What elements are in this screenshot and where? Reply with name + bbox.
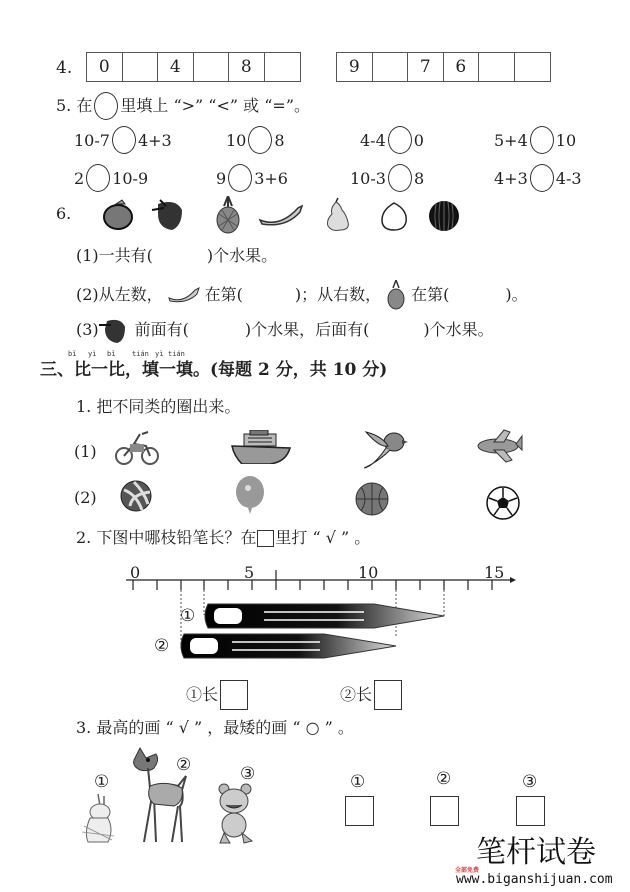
q6-p3-mid1: 前面有( <box>134 320 189 339</box>
answer-circle[interactable] <box>530 126 554 154</box>
answer-checkbox-1[interactable] <box>220 680 248 710</box>
pinyin-yi: yì <box>155 350 164 358</box>
q6-part2 <box>76 280 528 310</box>
answer-circle[interactable] <box>388 126 412 154</box>
grid-cell[interactable] <box>479 53 515 81</box>
checkbox-icon <box>257 530 274 547</box>
grid-cell[interactable]: 4 <box>158 53 194 81</box>
animal-3-num: ③ <box>240 764 256 784</box>
box-1-num: ① <box>350 772 366 792</box>
soccer-ball-icon[interactable] <box>486 486 520 520</box>
right-expr: 4+3 <box>137 130 172 150</box>
bird-icon[interactable] <box>364 426 410 470</box>
strawberry-icon <box>150 196 186 232</box>
q4-label: 4. <box>56 58 73 78</box>
ruler-label-10: 10 <box>358 563 379 582</box>
q6-p3-pre: (3) <box>76 320 99 339</box>
peach-icon <box>378 200 410 232</box>
s3q3-prompt: 3. 最高的画 “ √ ” ，最矮的画 “ ○ ” 。 <box>76 718 354 737</box>
q6-p2-mid3: 在第( <box>411 285 450 304</box>
answer-box-1[interactable] <box>345 796 374 826</box>
ship-icon[interactable] <box>230 430 292 464</box>
pineapple-icon <box>214 196 242 234</box>
balloon-icon[interactable] <box>234 476 266 516</box>
box-3-num: ③ <box>522 772 538 792</box>
volleyball-icon[interactable] <box>120 480 152 512</box>
q6-part3 <box>76 315 494 345</box>
left-expr: 10 <box>226 130 247 150</box>
answer-circle[interactable] <box>228 164 252 192</box>
grid-cell[interactable] <box>265 53 301 81</box>
circle-icon <box>94 92 118 120</box>
answer-circle[interactable] <box>388 164 412 192</box>
q6-part1 <box>76 246 277 266</box>
animal-1-num: ① <box>94 772 110 792</box>
q6-p1-post: )个水果。 <box>206 246 278 265</box>
q6-p1-pre: (1)一共有( <box>76 246 153 265</box>
compare-item <box>494 164 582 192</box>
watermark-title: 笔杆试卷 <box>476 835 596 870</box>
animal-2-num: ② <box>176 755 192 775</box>
right-expr: 0 <box>413 130 424 150</box>
grid-cell[interactable] <box>194 53 230 81</box>
motorcycle-icon[interactable] <box>114 430 160 466</box>
pinyin-tian: tián <box>168 350 185 358</box>
s3q2-prompt-pre: 2. 下图中哪枝铅笔长？在 <box>76 528 257 547</box>
bear-icon <box>212 783 258 845</box>
compare-item <box>350 164 424 192</box>
answer-box-2[interactable] <box>430 796 459 826</box>
watermark-url[interactable]: www.biganshijuan.com <box>456 872 613 887</box>
left-expr: 10-3 <box>350 168 386 188</box>
compare-item <box>74 126 172 154</box>
q6-p3-mid2: )个水果，后面有( <box>244 320 370 339</box>
answer-checkbox-2[interactable] <box>374 680 402 710</box>
compare-item <box>226 126 285 154</box>
right-expr: 8 <box>274 130 285 150</box>
q6-label: 6. <box>56 204 72 223</box>
row1-label: (1) <box>74 442 97 461</box>
answer-circle[interactable] <box>248 126 272 154</box>
left-expr: 10-7 <box>74 130 110 150</box>
deer-icon <box>130 746 194 846</box>
pineapple-icon <box>385 280 407 310</box>
compare-item <box>74 164 148 192</box>
grid-cell[interactable]: 8 <box>229 53 265 81</box>
q5-prompt-post: 里填上 “>” “<” 或 “=”。 <box>120 96 311 115</box>
left-expr: 2 <box>74 168 85 188</box>
q5-prompt <box>56 92 310 120</box>
q5-prompt-pre: 5. 在 <box>56 96 93 115</box>
ruler-label-5: 5 <box>244 563 255 582</box>
answer-1-label: ①长 <box>186 685 219 704</box>
pencil-2-label: ② <box>154 636 170 656</box>
grid-cell[interactable] <box>123 53 159 81</box>
left-expr: 9 <box>216 168 227 188</box>
row2-label: (2) <box>74 488 97 507</box>
right-expr: 10 <box>555 130 577 150</box>
right-expr: 8 <box>413 168 425 188</box>
grid-cell[interactable]: 9 <box>337 53 373 81</box>
banana-icon <box>167 286 201 304</box>
ruler-label-0: 0 <box>130 563 141 582</box>
pinyin-yi: yì <box>88 350 97 358</box>
pinyin-bi: bǐ <box>68 350 77 358</box>
pear-icon <box>324 196 352 232</box>
s3q2-prompt <box>76 528 370 548</box>
answer-pencil-1 <box>186 680 248 710</box>
grid-cell[interactable] <box>515 53 551 81</box>
left-expr: 4+3 <box>494 168 528 188</box>
q6-p2-mid2: )；从右数， <box>294 285 382 304</box>
grid-cell[interactable] <box>373 53 409 81</box>
banana-icon <box>258 202 304 226</box>
q6-p2-pre: (2)从左数， <box>76 285 163 304</box>
right-expr: 3+6 <box>254 168 288 188</box>
q4-number-grid-1 <box>86 52 301 82</box>
watermelon-icon <box>428 200 460 232</box>
answer-pencil-2 <box>340 680 402 710</box>
pencil-1-label: ① <box>180 606 196 626</box>
answer-circle[interactable] <box>530 164 554 192</box>
grid-cell[interactable]: 6 <box>444 53 480 81</box>
q6-p3-post: )个水果。 <box>423 320 494 339</box>
basketball-icon[interactable] <box>355 482 389 516</box>
grid-cell[interactable]: 7 <box>408 53 444 81</box>
q6-p2-post: )。 <box>505 285 528 304</box>
watermark-tag: 全部免费 <box>455 867 480 874</box>
q4-number-grid-2 <box>336 52 551 82</box>
section-3-title: 三、比一比，填一填。(每题 2 分，共 10 分) <box>40 360 388 380</box>
pinyin-tian: tián <box>132 350 149 358</box>
strawberry-icon <box>99 315 129 345</box>
compare-item <box>494 126 576 154</box>
compare-item <box>216 164 288 192</box>
airplane-icon[interactable] <box>474 428 524 464</box>
answer-box-3[interactable] <box>516 796 545 826</box>
left-expr: 5+4 <box>494 130 528 150</box>
pinyin-bi: bǐ <box>107 350 116 358</box>
q6-p2-mid1: 在第( <box>204 285 243 304</box>
s3q1-prompt: 1. 把不同类的圈出来。 <box>76 397 241 416</box>
left-expr: 4-4 <box>360 130 386 150</box>
grid-cell[interactable]: 0 <box>87 53 123 81</box>
box-2-num: ② <box>436 769 452 789</box>
apple-icon <box>100 198 136 230</box>
ruler-label-15: 15 <box>484 563 505 582</box>
answer-circle[interactable] <box>86 164 110 192</box>
rabbit-icon <box>78 792 118 844</box>
right-expr: 10-9 <box>112 168 149 188</box>
answer-2-label: ②长 <box>340 685 373 704</box>
s3q2-prompt-post: 里打 “ √ ” 。 <box>275 528 371 547</box>
compare-item <box>360 126 424 154</box>
answer-circle[interactable] <box>112 126 136 154</box>
right-expr: 4-3 <box>555 168 582 188</box>
